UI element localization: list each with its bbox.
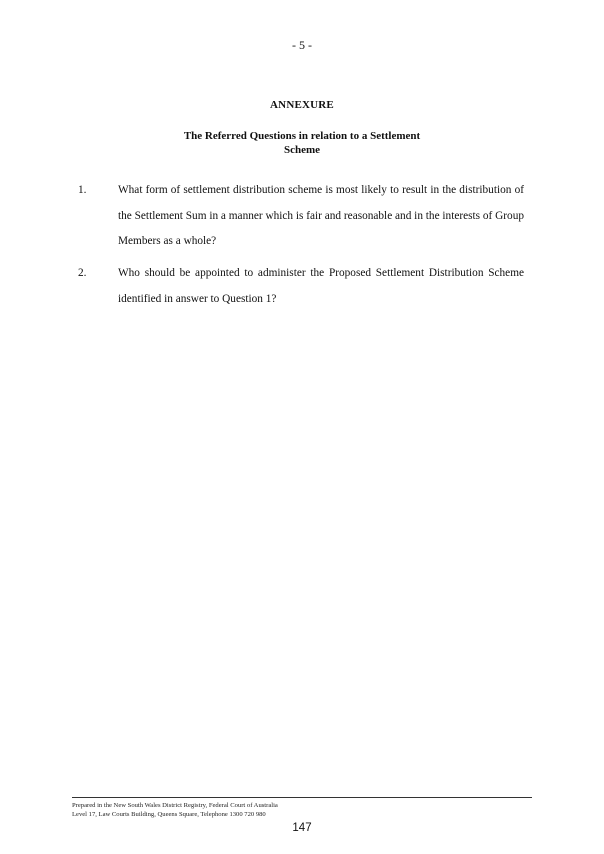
subtitle-line-1: The Referred Questions in relation to a Settlement (183, 130, 421, 142)
annexure-title: ANNEXURE (270, 99, 334, 111)
question-text: What form of settlement distribution scheme is most likely to result in the distribution of the Settlement Sum in a manner which is fair and reasonable and in the interests of Group Members as a whole? (118, 184, 524, 247)
footer-address-line: Level 17, Law Courts Building, Queens Square, Telephone 1300 720 980 (72, 811, 266, 818)
question-item (78, 261, 524, 312)
footer-divider (72, 797, 532, 798)
annexure-subtitle (0, 129, 604, 157)
question-text: Who should be appointed to administer the Proposed Settlement Distribution Scheme identified in answer to Question 1? (118, 267, 524, 305)
question-item (78, 178, 524, 255)
question-number: 1. (78, 184, 87, 196)
footer-registry-line: Prepared in the New South Wales District Registry, Federal Court of Australia (72, 802, 278, 809)
question-number: 2. (78, 267, 87, 279)
document-page-number: 147 (292, 822, 312, 834)
page-number: - 5 - (292, 38, 312, 52)
subtitle-line-2: Scheme (283, 144, 321, 156)
